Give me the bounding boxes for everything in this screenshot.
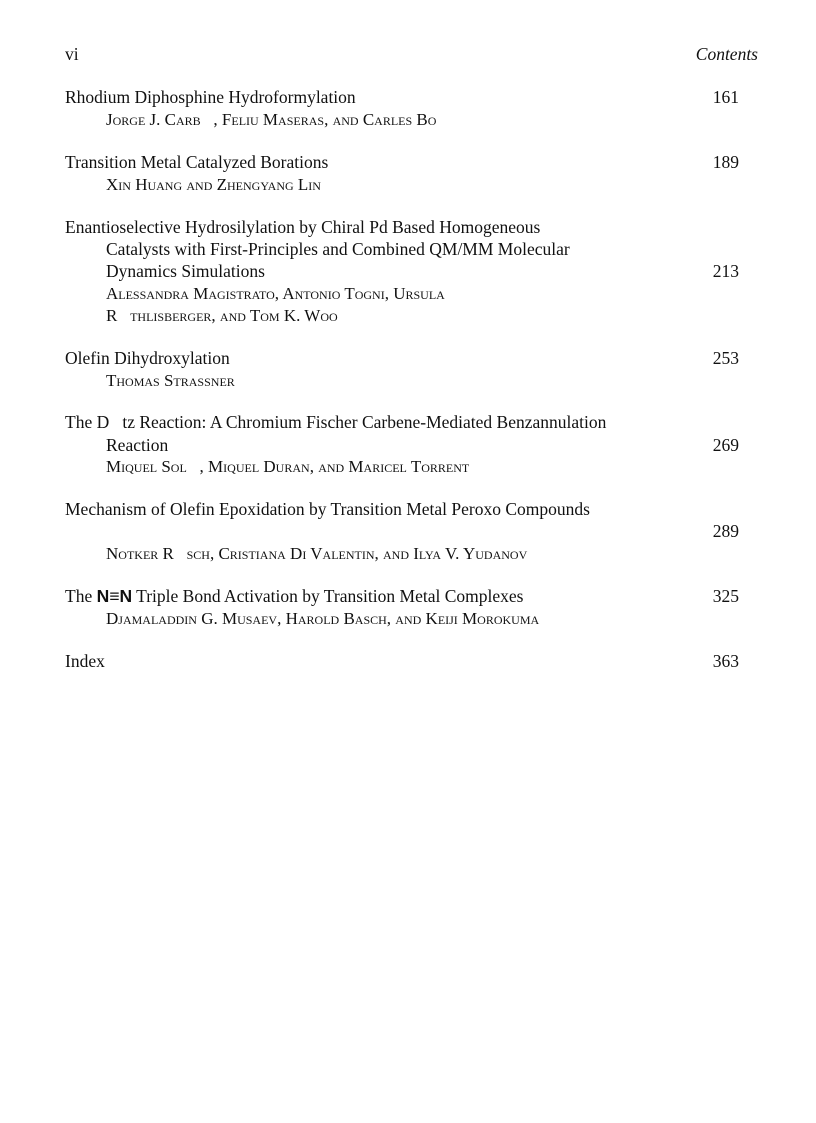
entry-page: 161 xyxy=(712,87,739,107)
entry-title-cont: Dynamics Simulations xyxy=(106,261,265,281)
entry-page: 253 xyxy=(712,348,739,368)
triple-bond-symbol: N≡N xyxy=(96,586,133,606)
entry-page: 269 xyxy=(712,435,739,455)
entry-authors: Thomas Strassner xyxy=(106,371,235,390)
entry-authors: Jorge J. Carb , Feliu Maseras, and Carles Bo xyxy=(106,110,437,129)
entry-title xyxy=(65,586,523,606)
entry-title: Olefin Dihydroxylation xyxy=(65,348,230,368)
page-numeral: vi xyxy=(65,44,79,64)
entry-title: Enantioselective Hydrosilylation by Chiral Pd Based Homogeneous xyxy=(65,217,541,237)
entry-authors: Alessandra Magistrato, Antonio Togni, Ursula xyxy=(106,284,445,303)
entry-page: 213 xyxy=(712,261,739,281)
entry-authors: Xin Huang and Zhengyang Lin xyxy=(106,175,321,194)
entry-title: Index xyxy=(65,651,105,671)
entry-title: The D tz Reaction: A Chromium Fischer Carbene-Mediated Benzannulation xyxy=(65,412,607,432)
entry-authors: Notker R sch, Cristiana Di Valentin, and Ilya V. Yudanov xyxy=(106,544,528,563)
entry-page: 325 xyxy=(712,586,739,606)
entry-title-cont: Reaction xyxy=(106,435,169,455)
running-title: Contents xyxy=(695,44,758,64)
entry-authors: Djamaladdin G. Musaev, Harold Basch, and Keiji Morokuma xyxy=(106,609,540,628)
entry-page: 363 xyxy=(712,651,739,671)
entry-title: Transition Metal Catalyzed Borations xyxy=(65,152,329,172)
entry-title-cont: Catalysts with First-Principles and Combined QM/MM Molecular xyxy=(106,239,570,259)
entry-authors: Miquel Sol , Miquel Duran, and Maricel Torrent xyxy=(106,457,470,476)
entry-page: 189 xyxy=(712,152,739,172)
title-rest: Triple Bond Activation by Transition Metal Complexes xyxy=(136,586,524,606)
entry-title: Rhodium Diphosphine Hydroformylation xyxy=(65,87,356,107)
entry-page: 289 xyxy=(712,521,739,541)
title-prefix: The xyxy=(65,586,97,606)
entry-title: Mechanism of Olefin Epoxidation by Transition Metal Peroxo Compounds xyxy=(65,499,590,519)
entry-authors: R thlisberger, and Tom K. Woo xyxy=(106,306,338,325)
